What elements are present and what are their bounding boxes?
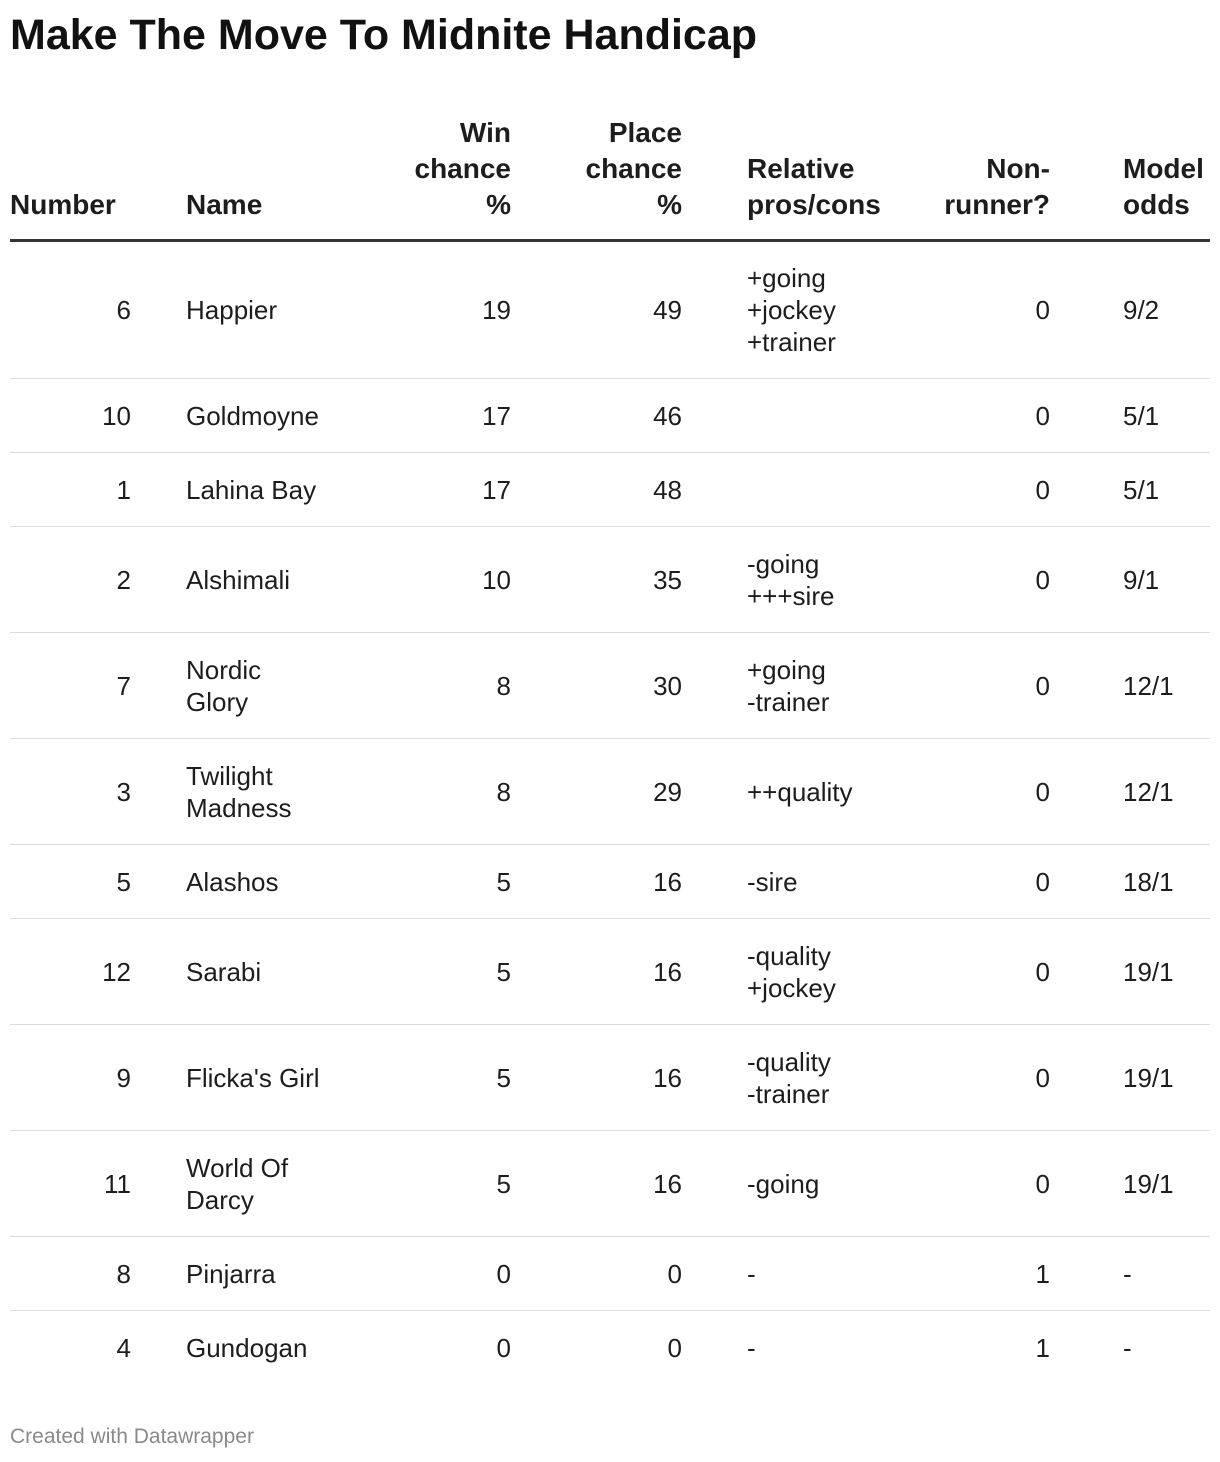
cell-win-chance: 0 [344, 1237, 514, 1311]
cell-name: Twilight Madness [160, 739, 344, 845]
cell-non-runner: 0 [906, 739, 1060, 845]
cell-place-chance: 16 [514, 1025, 684, 1131]
cell-win-chance: 8 [344, 633, 514, 739]
cell-non-runner: 1 [1035, 1332, 1050, 1363]
cell-model-odds: 9/2 [1060, 241, 1210, 379]
cell-model-odds: 19/1 [1060, 919, 1210, 1025]
cell-non-runner: 0 [906, 845, 1060, 919]
cell-win-chance: 19 [344, 241, 514, 379]
cell-pros-cons: -going [684, 1131, 906, 1237]
cell-name: Alshimali [160, 527, 344, 633]
table-row [10, 739, 1210, 845]
table-row [10, 453, 1210, 527]
cell-win-chance: 5 [344, 919, 514, 1025]
cell-win-chance: 8 [344, 739, 514, 845]
cell-pros-cons: -quality -trainer [684, 1025, 906, 1131]
cell-pros-cons: +going -trainer [684, 633, 906, 739]
footer-credit: Created with Datawrapper [10, 1425, 254, 1448]
cell-place-chance: 0 [514, 1237, 684, 1311]
cell-place-chance: 29 [514, 739, 684, 845]
cell-model-odds: - [1060, 1237, 1210, 1311]
cell-non-runner: 0 [906, 453, 1060, 527]
cell-model-odds: - [1123, 1332, 1132, 1363]
cell-model-odds: 12/1 [1060, 739, 1210, 845]
cell-model-odds: 12/1 [1060, 633, 1210, 739]
cell-win-chance: 5 [344, 1025, 514, 1131]
cell-number: 8 [10, 1237, 160, 1311]
cell-non-runner: 0 [906, 379, 1060, 453]
cell-number: 3 [10, 739, 160, 845]
cell-number: 7 [10, 633, 160, 739]
cell-non-runner: 0 [906, 919, 1060, 1025]
column-header-number[interactable]: Number [10, 115, 160, 241]
cell-number: 6 [10, 241, 160, 379]
cell-non-runner: 0 [906, 527, 1060, 633]
table-row [10, 1025, 1210, 1131]
cell-name: Flicka's Girl [160, 1025, 344, 1131]
cell-non-runner: 1 [906, 1237, 1060, 1311]
column-header-win-chance[interactable]: Win chance % [344, 115, 514, 241]
cell-model-odds: 19/1 [1060, 1131, 1210, 1237]
table-row [10, 845, 1210, 919]
column-header-non-runner[interactable]: Non- runner? [906, 115, 1060, 241]
cell-pros-cons: - [684, 1237, 906, 1311]
cell-name: Happier [160, 241, 344, 379]
cell-name: Nordic Glory [160, 633, 344, 739]
cell-name: Alashos [160, 845, 344, 919]
cell-model-odds: 5/1 [1060, 379, 1210, 453]
table-row [10, 379, 1210, 453]
cell-win-chance: 10 [344, 527, 514, 633]
page-title: Make The Move To Midnite Handicap [10, 11, 758, 59]
table-row [10, 633, 1210, 739]
cell-pros-cons [684, 453, 906, 527]
cell-pros-cons [684, 379, 906, 453]
cell-model-odds: 19/1 [1060, 1025, 1210, 1131]
cell-pros-cons: +going +jockey +trainer [684, 241, 906, 379]
cell-model-odds: 5/1 [1060, 453, 1210, 527]
table-row [10, 1131, 1210, 1237]
table-row [10, 1311, 1210, 1385]
cell-name: Gundogan [186, 1332, 308, 1363]
cell-place-chance: 48 [514, 453, 684, 527]
cell-win-chance: 17 [344, 453, 514, 527]
cell-place-chance: 16 [514, 919, 684, 1025]
cell-place-chance: 30 [514, 633, 684, 739]
cell-place-chance: 0 [667, 1332, 682, 1363]
column-header-model-odds[interactable]: Model odds [1060, 115, 1210, 241]
cell-win-chance: 0 [496, 1332, 511, 1363]
cell-number: 9 [10, 1025, 160, 1131]
cell-number: 1 [10, 453, 160, 527]
cell-pros-cons: -going +++sire [684, 527, 906, 633]
cell-number: 4 [116, 1332, 131, 1363]
cell-number: 11 [10, 1131, 160, 1237]
cell-name: World Of Darcy [160, 1131, 344, 1237]
column-header-name[interactable]: Name [160, 115, 344, 241]
cell-non-runner: 0 [906, 633, 1060, 739]
cell-place-chance: 16 [514, 845, 684, 919]
cell-number: 12 [10, 919, 160, 1025]
cell-number: 2 [10, 527, 160, 633]
cell-name: Pinjarra [160, 1237, 344, 1311]
cell-place-chance: 35 [514, 527, 684, 633]
column-header-place-chance[interactable]: Place chance % [514, 115, 684, 241]
table-header-row [10, 115, 1210, 241]
cell-win-chance: 5 [344, 845, 514, 919]
table-row [10, 1237, 1210, 1311]
cell-name: Sarabi [160, 919, 344, 1025]
table-row [10, 241, 1210, 379]
cell-place-chance: 49 [514, 241, 684, 379]
table-row [10, 527, 1210, 633]
cell-number: 10 [10, 379, 160, 453]
cell-pros-cons: - [747, 1332, 756, 1363]
cell-pros-cons: ++quality [684, 739, 906, 845]
cell-model-odds: 9/1 [1060, 527, 1210, 633]
cell-non-runner: 0 [906, 1025, 1060, 1131]
table-row [10, 919, 1210, 1025]
cell-non-runner: 0 [906, 241, 1060, 379]
column-header-pros-cons[interactable]: Relative pros/cons [684, 115, 906, 241]
cell-place-chance: 46 [514, 379, 684, 453]
cell-place-chance: 16 [514, 1131, 684, 1237]
cell-win-chance: 17 [344, 379, 514, 453]
cell-name: Goldmoyne [160, 379, 344, 453]
cell-name: Lahina Bay [160, 453, 344, 527]
cell-pros-cons: -quality +jockey [684, 919, 906, 1025]
cell-win-chance: 5 [344, 1131, 514, 1237]
cell-number: 5 [10, 845, 160, 919]
runners-table [10, 115, 1210, 1385]
cell-pros-cons: -sire [684, 845, 906, 919]
cell-model-odds: 18/1 [1060, 845, 1210, 919]
cell-non-runner: 0 [906, 1131, 1060, 1237]
